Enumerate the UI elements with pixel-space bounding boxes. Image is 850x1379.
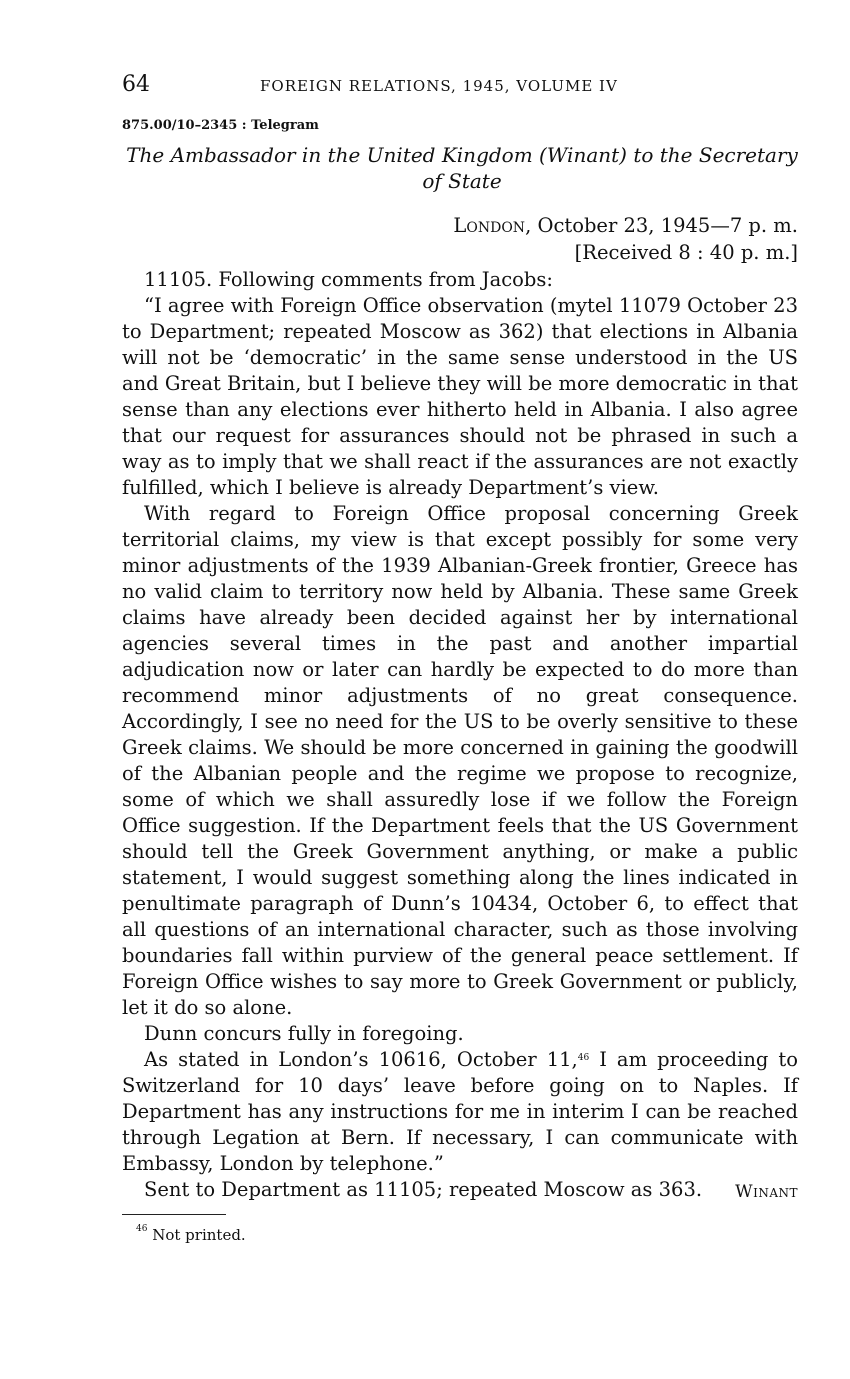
dateline-place: London xyxy=(453,214,526,237)
received-time: [Received 8 : 40 p. m.] xyxy=(574,241,798,264)
running-head: FOREIGN RELATIONS, 1945, VOLUME IV xyxy=(260,77,618,95)
page-header xyxy=(122,72,800,100)
dateline-date: , October 23, 1945—7 p. m. xyxy=(525,214,798,237)
body-paragraph: “I agree with Foreign Office observation (mytel 11079 October 23 to Department; repeated Moscow as 362) that elections in Albania will not be ‘democratic’ in the same sense understood in the US and Great Britain, but I believe they will be more democratic in that sense than any elections ever hitherto held in Albania. I also agree that our request for assurances should not be phrased in such a way as to imply that we shall react if the assurances are not exactly fulfilled, which I believe is already Department’s view. xyxy=(122,294,798,499)
document-title: The Ambassador in the United Kingdom (Winant) to the Secretary of State xyxy=(126,143,798,193)
body-paragraph xyxy=(122,1047,798,1177)
body-paragraph: Sent to Department as 11105; repeated Moscow as 363. xyxy=(144,1178,703,1201)
body-paragraph: With regard to Foreign Office proposal concerning Greek territorial claims, my view is that except possibly for some very minor adjustments of the 1939 Albanian-Greek frontier, Greece has no valid claim to territory now held by Albania. These same Greek claims have already been decided against her by international agencies several times in the past and another impartial adjudication now or later can hardly be expected to do more than recommend minor adjustments of no great consequence. Accordingly, I see no need for the US to be overly sensitive to these Greek claims. We should be more concerned in gaining the goodwill of the Albanian people and the regime we propose to recognize, some of which we shall assuredly lose if we follow the Foreign Office suggestion. If the Department feels that the US Government should tell the Greek Government anything, or make a public statement, I would suggest something along the lines indicated in penultimate paragraph of Dunn’s 10434, October 6, to effect that all questions of an international character, such as those involving boundaries fall within purview of the general peace settlement. If Foreign Office wishes to say more to Greek Government or publicly, let it do so alone. xyxy=(122,502,798,1019)
page-number: 64 xyxy=(122,72,150,97)
telegram-body xyxy=(122,267,798,1203)
footnote-divider xyxy=(122,1214,226,1215)
body-paragraph: Dunn concurs fully in foregoing. xyxy=(144,1022,464,1045)
footnote xyxy=(136,1226,246,1244)
document-reference: 875.00/10–2345 : Telegram xyxy=(122,118,319,133)
body-paragraph: 11105. Following comments from Jacobs: xyxy=(144,268,553,291)
signature: Winant xyxy=(735,1182,798,1202)
footnote-text: Not printed. xyxy=(152,1226,246,1244)
body-text: I am proceeding to Switzerland for 10 days’ leave before going on to Naples. If Department has any instructions for me in interim I can be reached through Legation at Bern. If necessary, I can communicate with Embassy, London by telephone.” xyxy=(122,1048,798,1175)
footnote-marker: 46 xyxy=(136,1224,148,1234)
dateline-place-date xyxy=(398,212,798,239)
body-text: As stated in London’s 10616, October 11, xyxy=(144,1048,578,1071)
footnote-reference: 46 xyxy=(577,1053,590,1063)
dateline xyxy=(398,212,798,266)
